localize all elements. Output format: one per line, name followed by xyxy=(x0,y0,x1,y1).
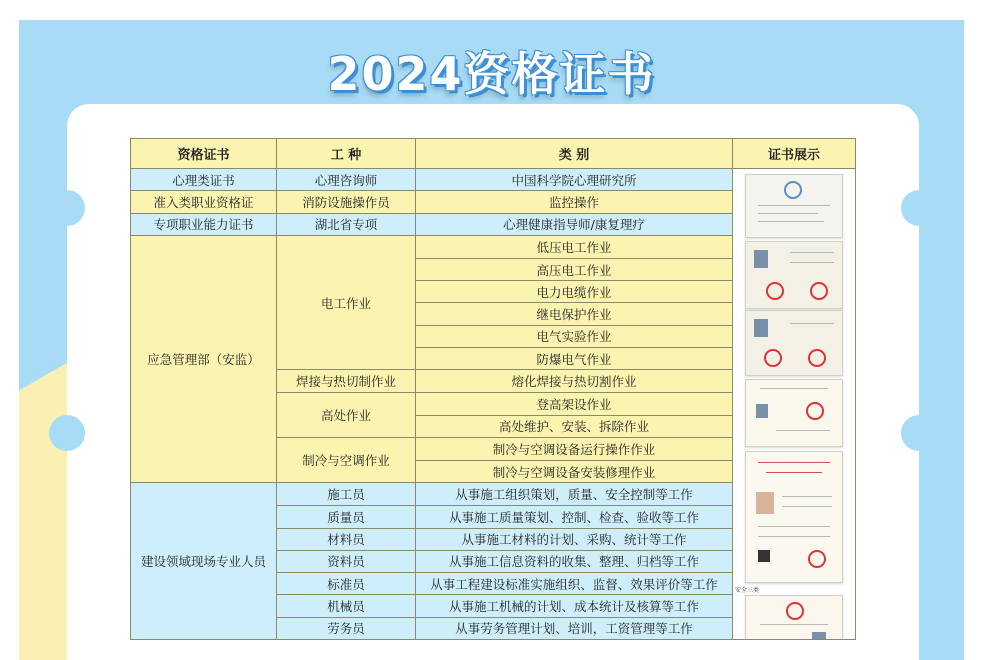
cell-category: 从事施工信息资料的收集、整理、归档等工作 xyxy=(416,550,733,572)
seal-icon xyxy=(786,602,804,620)
text-line xyxy=(782,496,832,497)
cell-category: 电力电缆作业 xyxy=(416,281,733,303)
cell-cert: 应急管理部（安监） xyxy=(131,235,277,482)
cell-category: 制冷与空调设备运行操作作业 xyxy=(416,437,733,460)
certificate-image xyxy=(745,379,843,447)
text-line xyxy=(758,462,830,463)
cell-category: 电气实验作业 xyxy=(416,325,733,347)
certificate-image xyxy=(745,241,843,309)
seal-icon xyxy=(808,349,826,367)
cell-category: 监控操作 xyxy=(416,191,733,213)
cell-type: 质量员 xyxy=(277,506,416,528)
table-row xyxy=(131,169,856,191)
text-line xyxy=(760,624,828,625)
seal-icon xyxy=(810,282,828,300)
text-line xyxy=(758,536,830,537)
text-line xyxy=(790,323,834,324)
certificate-image xyxy=(745,174,843,238)
text-line xyxy=(790,252,834,253)
cell-category: 从事施工机械的计划、成本统计及核算等工作 xyxy=(416,595,733,617)
header-category: 类 别 xyxy=(416,139,733,169)
cell-type: 高处作业 xyxy=(277,392,416,437)
qr-code-icon xyxy=(758,550,770,562)
card-notch xyxy=(901,415,937,451)
seal-icon xyxy=(784,181,802,199)
certificate-image xyxy=(745,451,843,583)
cell-category: 制冷与空调设备安装修理作业 xyxy=(416,460,733,482)
portrait-icon xyxy=(756,404,768,418)
text-line xyxy=(776,430,830,431)
seal-icon xyxy=(766,282,784,300)
cell-type: 施工员 xyxy=(277,483,416,506)
cell-type: 制冷与空调作业 xyxy=(277,437,416,482)
text-line xyxy=(766,472,822,473)
certificate-photos-cell xyxy=(733,169,856,640)
certificate-image xyxy=(745,310,843,376)
cell-type: 标准员 xyxy=(277,573,416,595)
portrait-icon xyxy=(756,492,774,514)
cell-category: 登高架设作业 xyxy=(416,392,733,415)
cell-cert: 专项职业能力证书 xyxy=(131,213,277,235)
card-notch xyxy=(49,415,85,451)
cell-category: 熔化焊接与热切割作业 xyxy=(416,370,733,392)
cell-category: 从事劳务管理计划、培训，工资管理等工作 xyxy=(416,617,733,639)
table-header-row xyxy=(131,139,856,169)
cell-type: 机械员 xyxy=(277,595,416,617)
cell-type: 消防设施操作员 xyxy=(277,191,416,213)
cell-type: 焊接与热切制作业 xyxy=(277,370,416,392)
seal-icon xyxy=(808,550,826,568)
header-cert: 资格证书 xyxy=(131,139,277,169)
certificate-photos xyxy=(733,169,855,639)
text-line xyxy=(758,526,830,527)
cell-cert: 心理类证书 xyxy=(131,169,277,191)
text-line xyxy=(790,262,834,263)
portrait-icon xyxy=(812,632,826,640)
text-line xyxy=(758,205,830,206)
cell-type: 资料员 xyxy=(277,550,416,572)
cell-type: 电工作业 xyxy=(277,235,416,369)
cell-type: 湖北省专项 xyxy=(277,213,416,235)
header-type: 工 种 xyxy=(277,139,416,169)
portrait-icon xyxy=(754,250,768,268)
cell-category: 高压电工作业 xyxy=(416,258,733,280)
portrait-icon xyxy=(754,319,768,337)
cell-category: 从事施工材料的计划、采购、统计等工作 xyxy=(416,528,733,550)
page-title: 2024资格证书 xyxy=(327,47,656,101)
cell-category: 低压电工作业 xyxy=(416,235,733,258)
cell-category: 心理健康指导师/康复理疗 xyxy=(416,213,733,235)
cell-type: 劳务员 xyxy=(277,617,416,639)
cell-cert: 准入类职业资格证 xyxy=(131,191,277,213)
seal-icon xyxy=(764,349,782,367)
card-notch xyxy=(901,190,937,226)
photo-caption: 安全三类 xyxy=(735,587,760,594)
text-line xyxy=(760,388,828,389)
text-line xyxy=(758,221,824,222)
text-line xyxy=(758,213,818,214)
seal-icon xyxy=(806,402,824,420)
card-notch xyxy=(49,190,85,226)
header-display: 证书展示 xyxy=(733,139,856,169)
certificate-image xyxy=(745,595,843,640)
cell-category: 继电保护作业 xyxy=(416,303,733,325)
cell-category: 防爆电气作业 xyxy=(416,348,733,370)
cell-type: 材料员 xyxy=(277,528,416,550)
text-line xyxy=(782,506,832,507)
cell-category: 从事工程建设标准实施组织、监督、效果评价等工作 xyxy=(416,573,733,595)
cell-category: 中国科学院心理研究所 xyxy=(416,169,733,191)
cell-category: 从事施工组织策划，质量、安全控制等工作 xyxy=(416,483,733,506)
cell-category: 从事施工质量策划、控制、检查、验收等工作 xyxy=(416,506,733,528)
cell-cert: 建设领域现场专业人员 xyxy=(131,483,277,640)
certificate-table xyxy=(130,138,856,640)
cell-type: 心理咨询师 xyxy=(277,169,416,191)
cell-category: 高处维护、安装、拆除作业 xyxy=(416,415,733,437)
